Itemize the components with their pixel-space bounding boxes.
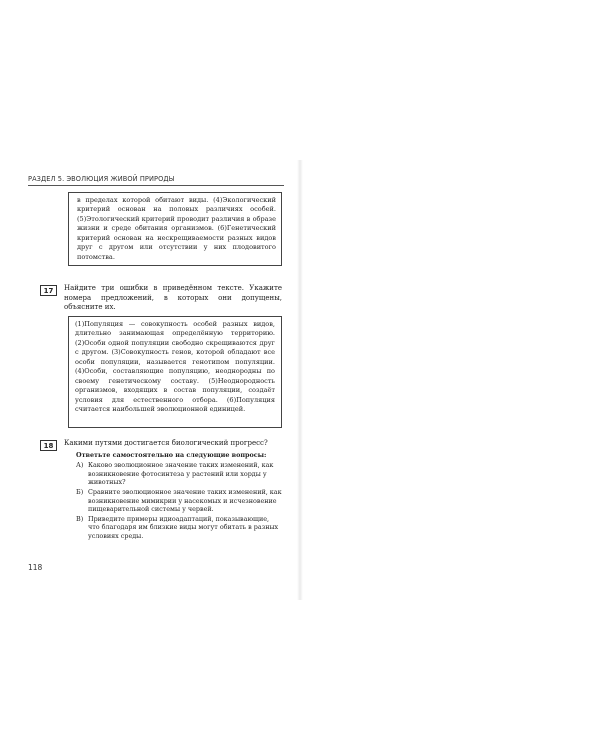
item-text: Сравните эволюционное значение таких изменений, как возникновение мимикрии у насекомых и исчезновение пищеварительной системы у червей. <box>88 487 282 514</box>
task-17-box-text: (1)Популяция — совокупность особей разных видов, длительно занимающая определённую территорию. (2)Особи одной популяции свободно скрещиваются друг с другом. (3)Совокупность генов, которой обладают все особи популяции, называется генотипом популяции. (4)Особи, составляющие популяцию, неоднородны по своему генетическому составу. (5)Неоднородность организмов, входящих в состав популяции, создаёт условия для естественного отбора. (6)Популяция считается наибольшей эволюционной единицей. <box>75 320 275 414</box>
task-17-text: Найдите три ошибки в приведённом тексте. Укажите номера предложений, в которых они допущены, объясните их. <box>64 284 282 312</box>
item-text: Приведите примеры идиоадаптаций, показывающие, что благодаря им близкие виды могут обитать в разных условиях среды. <box>88 514 279 541</box>
page-number-left: 118 <box>28 563 43 572</box>
task-number-17: 17 <box>40 285 57 296</box>
task-18-subhead: Ответьте самостоятельно на следующие вопросы: <box>76 451 267 459</box>
continued-text: в пределах которой обитают виды. (4)Экологический критерий основан на половых различиях особей. (5)Этологический критерий проводит различия в образе жизни и среде обитания организмов. (6)Генетический критерий основан на нескрещиваемости разных видов друг с другом или отсутствии у них плодовитого потомства. <box>77 196 276 261</box>
item-text: Каково эволюционное значение таких изменений, как возникновение фотосинтеза у растений или хорды у животных? <box>88 461 274 487</box>
task-number-18: 18 <box>40 440 57 451</box>
task-18-item-a <box>76 461 282 487</box>
item-letter: В) <box>76 514 84 523</box>
running-head-left: РАЗДЕЛ 5. ЭВОЛЮЦИЯ ЖИВОЙ ПРИРОДЫ <box>28 175 175 183</box>
right-page <box>300 0 600 750</box>
task-18-item-c <box>76 515 282 541</box>
item-letter: Б) <box>76 487 84 496</box>
header-rule-left <box>28 185 284 186</box>
task-17-text-box <box>68 316 282 428</box>
task-18-items <box>76 461 282 542</box>
task-18-item-b <box>76 488 282 514</box>
item-letter: А) <box>76 461 84 469</box>
task-18-text: Какими путями достигается биологический прогресс? <box>64 439 268 447</box>
continued-text-box <box>68 192 282 266</box>
